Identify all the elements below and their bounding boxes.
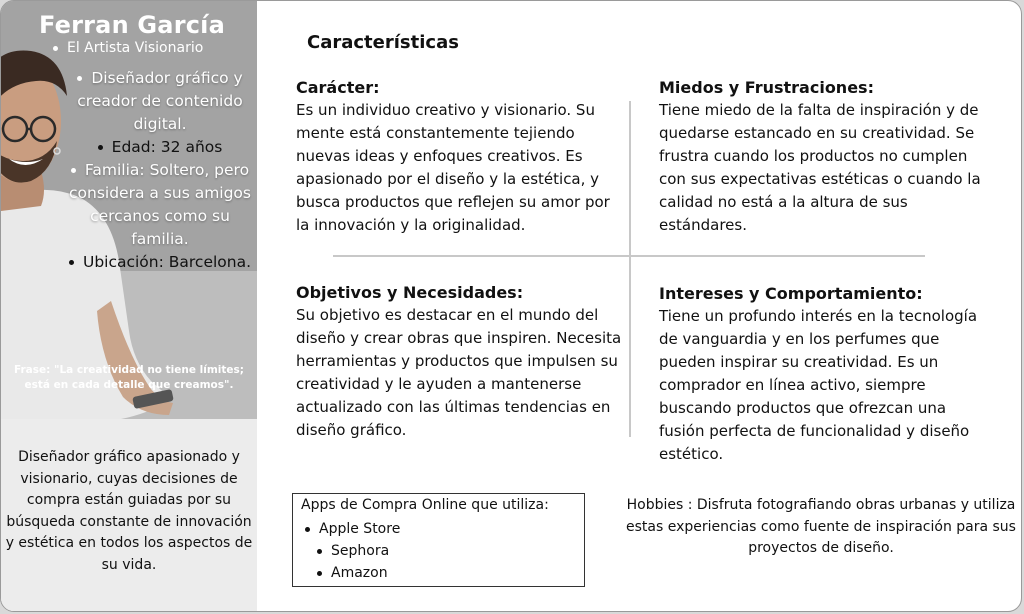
apps-box bbox=[292, 493, 585, 587]
fact-location: Ubicación: Barcelona. bbox=[63, 251, 257, 274]
fact-occupation: Diseñador gráfico y creador de contenido digital. bbox=[77, 69, 243, 133]
persona-quote: Frase: "La creatividad no tiene límites; está en cada detalle que creamos". bbox=[13, 364, 244, 391]
horizontal-divider bbox=[333, 255, 925, 257]
section-miedos bbox=[659, 78, 995, 237]
section-text: Tiene miedo de la falta de inspiración y de quedarse estancado en su creatividad. Se frustra cuando los productos no cumplen con sus expectativas estéticas o cuando la calidad no está a la altura de sus estándares. bbox=[659, 101, 981, 234]
bullet-icon bbox=[305, 527, 310, 532]
vertical-divider bbox=[629, 101, 631, 437]
characteristics-heading: Características bbox=[307, 32, 459, 53]
apps-title: Apps de Compra Online que utiliza: bbox=[301, 497, 549, 513]
bullet-icon bbox=[53, 46, 58, 51]
persona-summary: Diseñador gráfico apasionado y visionario, cuyas decisiones de compra están guiadas por su búsqueda constante de innovación y estética en todos los aspectos de su vida. bbox=[5, 449, 253, 573]
bullet-icon bbox=[317, 571, 322, 576]
section-intereses bbox=[659, 284, 995, 466]
app-item: Apple Store bbox=[301, 518, 576, 540]
persona-role-text: El Artista Visionario bbox=[67, 40, 204, 56]
section-title: Carácter: bbox=[296, 78, 380, 97]
profile-photo-panel bbox=[1, 1, 257, 419]
section-objetivos bbox=[296, 283, 626, 442]
app-item: Sephora bbox=[301, 540, 576, 562]
section-caracter bbox=[296, 78, 626, 237]
app-item: Amazon bbox=[301, 562, 576, 584]
section-title: Miedos y Frustraciones: bbox=[659, 78, 874, 97]
bullet-icon bbox=[69, 260, 74, 265]
bullet-icon bbox=[71, 168, 76, 173]
section-title: Intereses y Comportamiento: bbox=[659, 284, 923, 303]
bullet-icon bbox=[98, 145, 103, 150]
bullet-icon bbox=[77, 76, 82, 81]
section-text: Su objetivo es destacar en el mundo del diseño y crear obras que inspiren. Necesita herramientas y productos que impulsen su creatividad y le ayuden a mantenerse actualizado con las últimas tendencias en diseño gráfico. bbox=[296, 306, 622, 439]
apps-list bbox=[301, 518, 576, 584]
bullet-icon bbox=[317, 549, 322, 554]
fact-age: Edad: 32 años bbox=[63, 136, 257, 159]
hobbies-text: Hobbies : Disfruta fotografiando obras urbanas y utiliza estas experiencias como fuente de inspiración para sus proyectos de diseño. bbox=[626, 497, 1016, 556]
section-text: Tiene un profundo interés en la tecnología de vanguardia y en los perfumes que pueden inspirar su creatividad. Es un comprador en línea activo, siempre buscando productos que ofrezcan una fusión perfecta de funcionalidad y diseño estético. bbox=[659, 307, 978, 463]
section-text: Es un individuo creativo y visionario. Su mente está constantemente tejiendo nuevas ideas y enfoques creativos. Es apasionado por el diseño y la estética, y busca productos que reflejen su amor por la innovación y la originalidad. bbox=[296, 101, 610, 234]
fact-family: Familia: Soltero, pero considera a sus amigos cercanos como su familia. bbox=[68, 161, 251, 248]
section-title: Objetivos y Necesidades: bbox=[296, 283, 524, 302]
persona-name: Ferran García bbox=[39, 11, 225, 39]
persona-role bbox=[53, 40, 203, 56]
persona-facts bbox=[63, 67, 257, 274]
